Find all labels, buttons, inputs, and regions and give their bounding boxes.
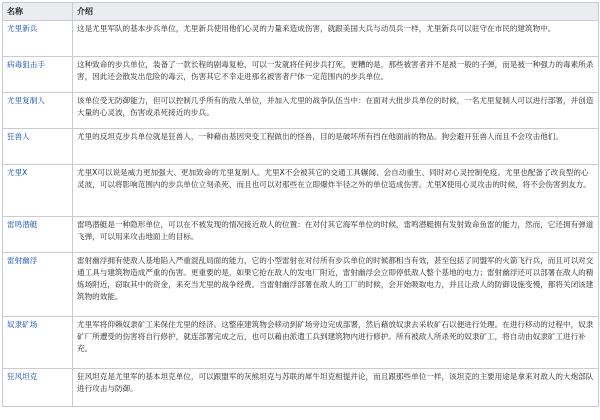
table-row	[3, 317, 599, 369]
table-row	[3, 21, 599, 57]
header-description: 介绍	[73, 3, 599, 21]
table-row	[3, 369, 599, 407]
table-header-row	[3, 3, 599, 21]
header-name: 名称	[3, 3, 73, 21]
unit-name-cell	[3, 21, 73, 57]
unit-description-cell	[73, 165, 599, 217]
unit-description-cell	[73, 57, 599, 93]
unit-name-link[interactable]: 狂风坦克	[7, 372, 38, 381]
table-row	[3, 217, 599, 253]
unit-description: 该单位受无防御能力，但可以控制几乎所有的敌人单位，并加入尤里的战争队伍当中：在面对大批步兵单位的时候，一名尤里复制人可以进行部署，并创造大量的心灵波，伤害或杀死接近的步兵。	[77, 96, 594, 117]
unit-name-cell	[3, 317, 73, 369]
table-row	[3, 93, 599, 129]
unit-description-cell	[73, 369, 599, 407]
unit-name-cell	[3, 93, 73, 129]
unit-description: 狂风坦克是尤里军的基本坦克单位，可以跟盟军的灰熊坦克与苏联的犀牛坦克相提并论，而且跟那些单位一样，该坦克的主要用途是拿来对敌人的大炮部队进行攻击与防御。	[77, 372, 594, 393]
unit-name-cell	[3, 165, 73, 217]
table-row	[3, 129, 599, 165]
unit-description: 这是尤里军队的基本步兵单位，尤里新兵使用他们心灵的力量来造成伤害，就跟美国大兵与动员兵一样，尤里新兵可以驻守在市民的建筑物中。	[77, 24, 556, 33]
unit-name-link[interactable]: 病毒狙击手	[7, 60, 45, 69]
unit-description: 尤里军将仰赖奴隶矿工来保住尤里的经济。这整座建筑物会移动到矿场旁边完成部署，然后藉放奴隶去采收矿石以便进行处理。在进行移动的过程中，奴隶矿厂所遭受的伤害将自行修护，就连部署完成之后，也可以藉由派遣工兵到建筑物内进行修护。所有被敌人所杀死的奴隶矿工，将自动由奴隶矿工进行补充。	[77, 320, 594, 353]
unit-description-cell	[73, 317, 599, 369]
unit-name-cell	[3, 369, 73, 407]
unit-description: 雷鸣潜艇是一种隐形单位，可以在不被发现的情况接近敌人的位置：在对付其它海军单位的时候，雷鸣潜艇拥有发射致命鱼雷的能力，然而，它还拥有弹道飞弹，可以用来攻击地面上的目标。	[77, 220, 594, 241]
table-row	[3, 165, 599, 217]
unit-name-cell	[3, 217, 73, 253]
unit-description: 尤里的反坦克步兵单位就是狂兽人，一种藉由基因突变工程做出的怪兽，目的是破坏所有挡在他面前的物品。狗会避开狂兽人而且不会攻击他们。	[77, 132, 563, 141]
unit-table	[2, 2, 599, 407]
unit-name-link[interactable]: 狂兽人	[7, 132, 30, 141]
unit-name-link[interactable]: 尤里复制人	[7, 96, 45, 105]
unit-name-link[interactable]: 雷鸣潜艇	[7, 220, 38, 229]
unit-name-cell	[3, 129, 73, 165]
unit-name-link[interactable]: 雷射幽浮	[7, 256, 38, 265]
unit-name-link[interactable]: 奴隶矿场	[7, 320, 38, 329]
unit-description-cell	[73, 21, 599, 57]
unit-description-cell	[73, 93, 599, 129]
unit-description: 雷射幽浮拥有使敌人基地陷入严重混乱局面的能力，它的小型雷射在对付所有步兵单位的时候都相当有效，甚至包括了同盟军的火箭飞行兵，而且可以对交通工具与建筑物造成严重的伤害。更重要的是，如果它抢在敌人的发电厂附近，雷射幽浮会立即停低敌人整个基地的电力；雷射幽浮还可以部署在敌人的精炼场附近，窃取其中的资金，来充当尤里的战争经费。当雷射幽浮部署在敌人的工厂的时候，会开始吸取电力，并且让敌人的防御设施变慢，都将关闭该建筑物的效能。	[77, 256, 594, 301]
table-row	[3, 253, 599, 317]
unit-name-cell	[3, 253, 73, 317]
unit-description: 这种致命的步兵单位，装备了一款长程的剧毒复枪，可以一发就将任何步兵打死，更糟的是，那些被害者并不是被一般的子弹，而是被一种强力的毒素所杀害，因此还会散发出危险的毒云，伤害其它不幸走进那名被害者尸体一定范围内的步兵单位。	[77, 60, 594, 81]
unit-name-link[interactable]: 尤里新兵	[7, 24, 38, 33]
unit-description-cell	[73, 217, 599, 253]
unit-description-cell	[73, 129, 599, 165]
unit-name-cell	[3, 57, 73, 93]
unit-description: 尤里X可以说是威力更加强大、更加致命的尤里复制人。尤里X不会被其它的交通工具辗闻、会自动重生、同时对心灵控制免疫。尤里也配备了改良型的心灵波，可以将影响范围内的步兵单位立刻杀死，而且也可以对那些在立即爆炸半径之外的单位造成伤害。尤里X使用心灵攻击的时候，将不会伤害到友方。	[77, 168, 591, 189]
unit-name-link[interactable]: 尤里X	[7, 168, 28, 177]
table-row	[3, 57, 599, 93]
unit-description-cell	[73, 253, 599, 317]
